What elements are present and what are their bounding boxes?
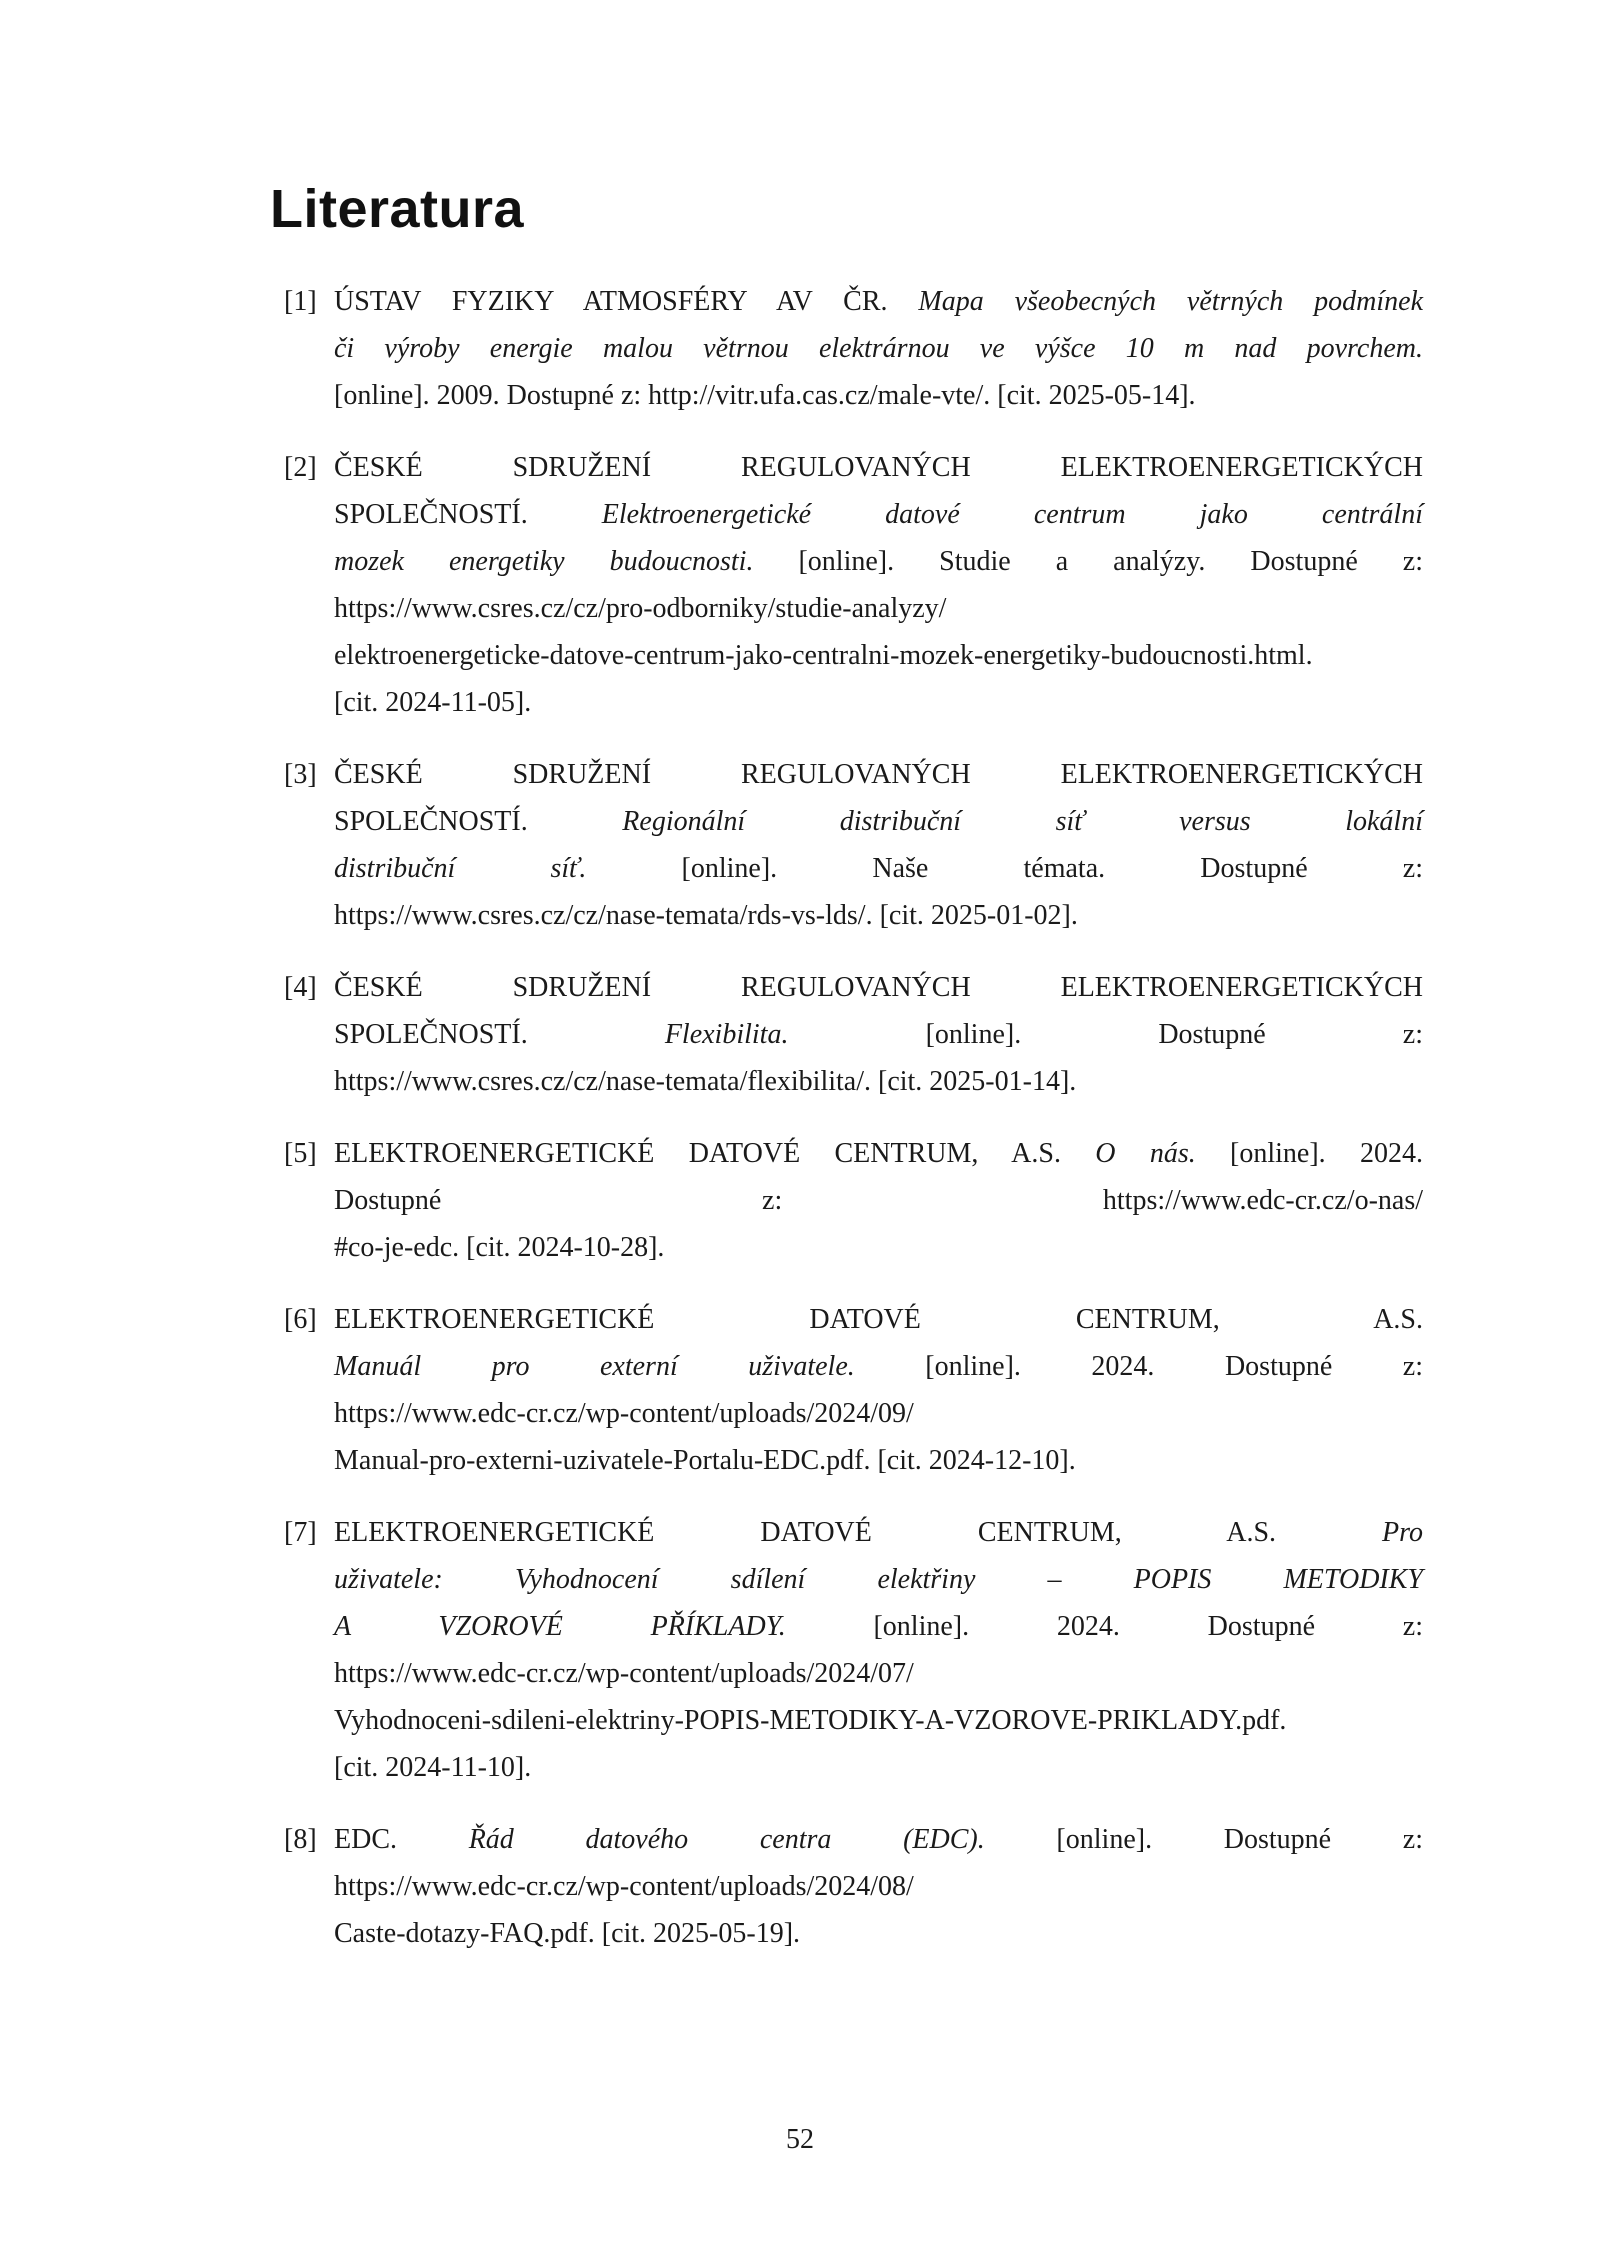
reference-text-segment: [cit. 2024-11-05]. [334,687,532,718]
reference-text-segment: ČESKÉ SDRUŽENÍ REGULOVANÝCH ELEKTROENERGETICKÝCH [334,972,1423,1003]
reference-line [334,892,1423,939]
reference-entry [284,751,1424,939]
reference-title-italic: uživatele: Vyhodnocení sdílení elektřiny – POPIS METODIKY [334,1564,1423,1595]
reference-title-italic: O nás. [1095,1138,1196,1169]
reference-line [334,632,1423,679]
reference-entry [284,444,1424,726]
reference-title-italic: Pro [1382,1517,1423,1548]
reference-title-italic: či výroby energie malou větrnou elektrárnou ve výšce 10 m nad povrchem. [334,333,1423,364]
reference-line [334,798,1423,845]
reference-number: [2] [284,452,317,483]
reference-line [334,1390,1423,1437]
reference-title-italic: Elektroenergetické datové centrum jako centrální [601,499,1423,530]
reference-text-segment: https://www.csres.cz/cz/nase-temata/flexibilita/. [cit. 2025-01-14]. [334,1066,1077,1097]
reference-entry [284,964,1424,1105]
reference-line [334,1130,1423,1177]
reference-text-segment: [online]. 2009. Dostupné z: http://vitr.ufa.cas.cz/male-vte/. [cit. 2025-05-14]. [334,380,1196,411]
reference-text-segment: https://www.edc-cr.cz/wp-content/uploads/2024/08/ [334,1871,914,1902]
reference-line [334,1556,1423,1603]
reference-text-segment: elektroenergeticke-datove-centrum-jako-centralni-mozek-energetiky-budoucnosti.html. [334,640,1313,671]
reference-text-segment: https://www.edc-cr.cz/wp-content/uploads/2024/09/ [334,1398,914,1429]
reference-text-segment: #co-je-edc. [cit. 2024-10-28]. [334,1232,665,1263]
reference-text-segment: [online]. 2024. Dostupné z: [854,1351,1423,1382]
reference-text-segment: [online]. 2024. [1195,1138,1423,1169]
reference-text-segment: EDC. [334,1824,469,1855]
reference-list [284,278,1424,1982]
reference-title-italic: Flexibilita. [664,1019,789,1050]
reference-line [334,1296,1423,1343]
reference-entry [284,1130,1424,1271]
reference-text-segment: SPOLEČNOSTÍ. [334,806,623,837]
reference-text-segment: [online]. 2024. Dostupné z: [785,1611,1423,1642]
reference-line [334,325,1423,372]
reference-entry [284,1816,1424,1957]
reference-text-segment: ELEKTROENERGETICKÉ DATOVÉ CENTRUM, A.S. [334,1138,1096,1169]
reference-text-segment: [cit. 2024-11-10]. [334,1752,532,1783]
reference-title-italic: mozek energetiky budoucnosti. [334,546,754,577]
reference-number: [4] [284,972,317,1003]
reference-line [334,585,1423,632]
reference-text-segment: Caste-dotazy-FAQ.pdf. [cit. 2025-05-19]. [334,1918,801,1949]
reference-text-segment: ČESKÉ SDRUŽENÍ REGULOVANÝCH ELEKTROENERGETICKÝCH [334,759,1423,790]
reference-text [334,1816,1423,1957]
reference-line [334,1011,1423,1058]
reference-text-segment: Manual-pro-externi-uzivatele-Portalu-EDC.pdf. [cit. 2024-12-10]. [334,1445,1076,1476]
reference-title-italic: distribuční síť. [334,853,587,884]
reference-number: [6] [284,1304,317,1335]
reference-line [334,444,1423,491]
reference-text-segment: SPOLEČNOSTÍ. [334,499,602,530]
reference-text [334,278,1423,419]
reference-line [334,679,1423,726]
reference-line [334,751,1423,798]
reference-line [334,845,1423,892]
page-title: Literatura [270,179,525,239]
reference-line [334,1816,1423,1863]
reference-entry [284,1296,1424,1484]
reference-text-segment: ÚSTAV FYZIKY ATMOSFÉRY AV ČR. [334,286,919,317]
reference-line [334,1224,1423,1271]
reference-text-segment: Vyhodnoceni-sdileni-elektriny-POPIS-METODIKY-A-VZOROVE-PRIKLADY.pdf. [334,1705,1287,1736]
reference-line [334,491,1423,538]
reference-line [334,1343,1423,1390]
reference-text-segment: [online]. Studie a analýzy. Dostupné z: [753,546,1423,577]
reference-line [334,1863,1423,1910]
reference-text-segment: ELEKTROENERGETICKÉ DATOVÉ CENTRUM, A.S. [334,1304,1423,1335]
reference-text-segment: https://www.edc-cr.cz/wp-content/uploads/2024/07/ [334,1658,914,1689]
reference-text-segment: ČESKÉ SDRUŽENÍ REGULOVANÝCH ELEKTROENERGETICKÝCH [334,452,1423,483]
reference-text [334,1296,1423,1484]
reference-line [334,1697,1423,1744]
reference-number: [5] [284,1138,317,1169]
reference-text [334,444,1423,726]
reference-text-segment: https://www.csres.cz/cz/pro-odborniky/studie-analyzy/ [334,593,947,624]
reference-number: [1] [284,286,317,317]
reference-line [334,538,1423,585]
reference-text [334,964,1423,1105]
reference-line [334,278,1423,325]
reference-text [334,1130,1423,1271]
reference-entry [284,1509,1424,1791]
reference-text-segment: [online]. Dostupné z: [984,1824,1424,1855]
reference-title-italic: Manuál pro externí uživatele. [334,1351,855,1382]
reference-line [334,964,1423,1011]
reference-line [334,1744,1423,1791]
reference-line [334,1058,1423,1105]
reference-text [334,1509,1423,1791]
reference-number: [7] [284,1517,317,1548]
reference-line [334,372,1423,419]
reference-number: [3] [284,759,317,790]
reference-text-segment: [online]. Naše témata. Dostupné z: [586,853,1423,884]
reference-number: [8] [284,1824,317,1855]
reference-line [334,1177,1423,1224]
reference-line [334,1650,1423,1697]
reference-text [334,751,1423,939]
reference-title-italic: A VZOROVÉ PŘÍKLADY. [334,1611,786,1642]
reference-line [334,1603,1423,1650]
reference-line [334,1509,1423,1556]
reference-line [334,1437,1423,1484]
reference-text-segment: SPOLEČNOSTÍ. [334,1019,665,1050]
reference-title-italic: Řád datového centra (EDC). [468,1824,985,1855]
reference-text-segment: https://www.csres.cz/cz/nase-temata/rds-vs-lds/. [cit. 2025-01-02]. [334,900,1078,931]
reference-text-segment: Dostupné z: https://www.edc-cr.cz/o-nas/ [334,1185,1423,1216]
reference-title-italic: Mapa všeobecných větrných podmínek [918,286,1423,317]
page-number: 52 [786,2124,814,2155]
reference-text-segment: ELEKTROENERGETICKÉ DATOVÉ CENTRUM, A.S. [334,1517,1383,1548]
reference-title-italic: Regionální distribuční síť versus lokální [622,806,1423,837]
reference-line [334,1910,1423,1957]
reference-text-segment: [online]. Dostupné z: [788,1019,1423,1050]
reference-entry [284,278,1424,419]
